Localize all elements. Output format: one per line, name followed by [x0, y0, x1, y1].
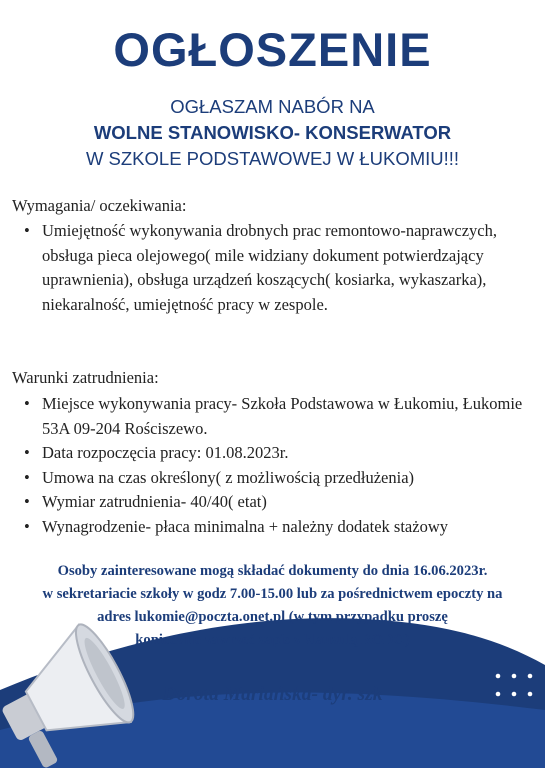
list-item: • Umiejętność wykonywania drobnych prac remontowo-naprawczych, obsługa pieca olejowego( mile widziany dokument potwierdzający uprawnienia), obsługa urządzeń koszących( kosiarka, wykaszarka), niekaralność, umiejętność pracy w zespole. [22, 219, 532, 317]
contact-line: koniecznie zawrzeć zapis z klauzulą RODO) [135, 632, 410, 648]
contact-line: w sekretariacie szkoły w godz 7.00-15.00 lub za pośrednictwem epoczty na [42, 586, 503, 602]
contact-line: adres lukomie@poczta.onet.pl (w tym przypadku proszę [97, 609, 448, 625]
conditions-heading: Warunki zatrudnienia: [12, 368, 159, 387]
contact-line: Osoby zainteresowane mogą składać dokumenty do dnia 16.06.2023r. [57, 563, 488, 579]
list-item: • Data rozpoczęcia pracy: 01.08.2023r. [22, 441, 532, 466]
list-item: • Umowa na czas określony( z możliwością przedłużenia) [22, 466, 532, 491]
page-title: OGŁOSZENIE [113, 23, 432, 76]
school-name-line: W SZKOLE PODSTAWOWEJ W ŁUKOMIU!!! [85, 148, 460, 169]
contact-info [0, 560, 545, 652]
job-position: WOLNE STANOWISKO- KONSERWATOR [93, 122, 452, 143]
list-item: • Miejsce wykonywania pracy- Szkoła Podstawowa w Łukomiu, Łukomie 53A 09-204 Rościszewo. [22, 392, 532, 441]
list-item: • Wymiar zatrudnienia- 40/40( etat) [22, 490, 532, 515]
signature: Dorota Mariańska- dyr. szk [162, 684, 383, 705]
list-item: • Wynagrodzenie- płaca minimalna + należny dodatek stażowy [22, 515, 532, 540]
announcement-line-1: OGŁASZAM NABÓR NA [170, 96, 375, 117]
requirements-list [22, 219, 532, 317]
requirements-heading: Wymagania/ oczekiwania: [12, 196, 187, 215]
conditions-list [22, 392, 532, 539]
